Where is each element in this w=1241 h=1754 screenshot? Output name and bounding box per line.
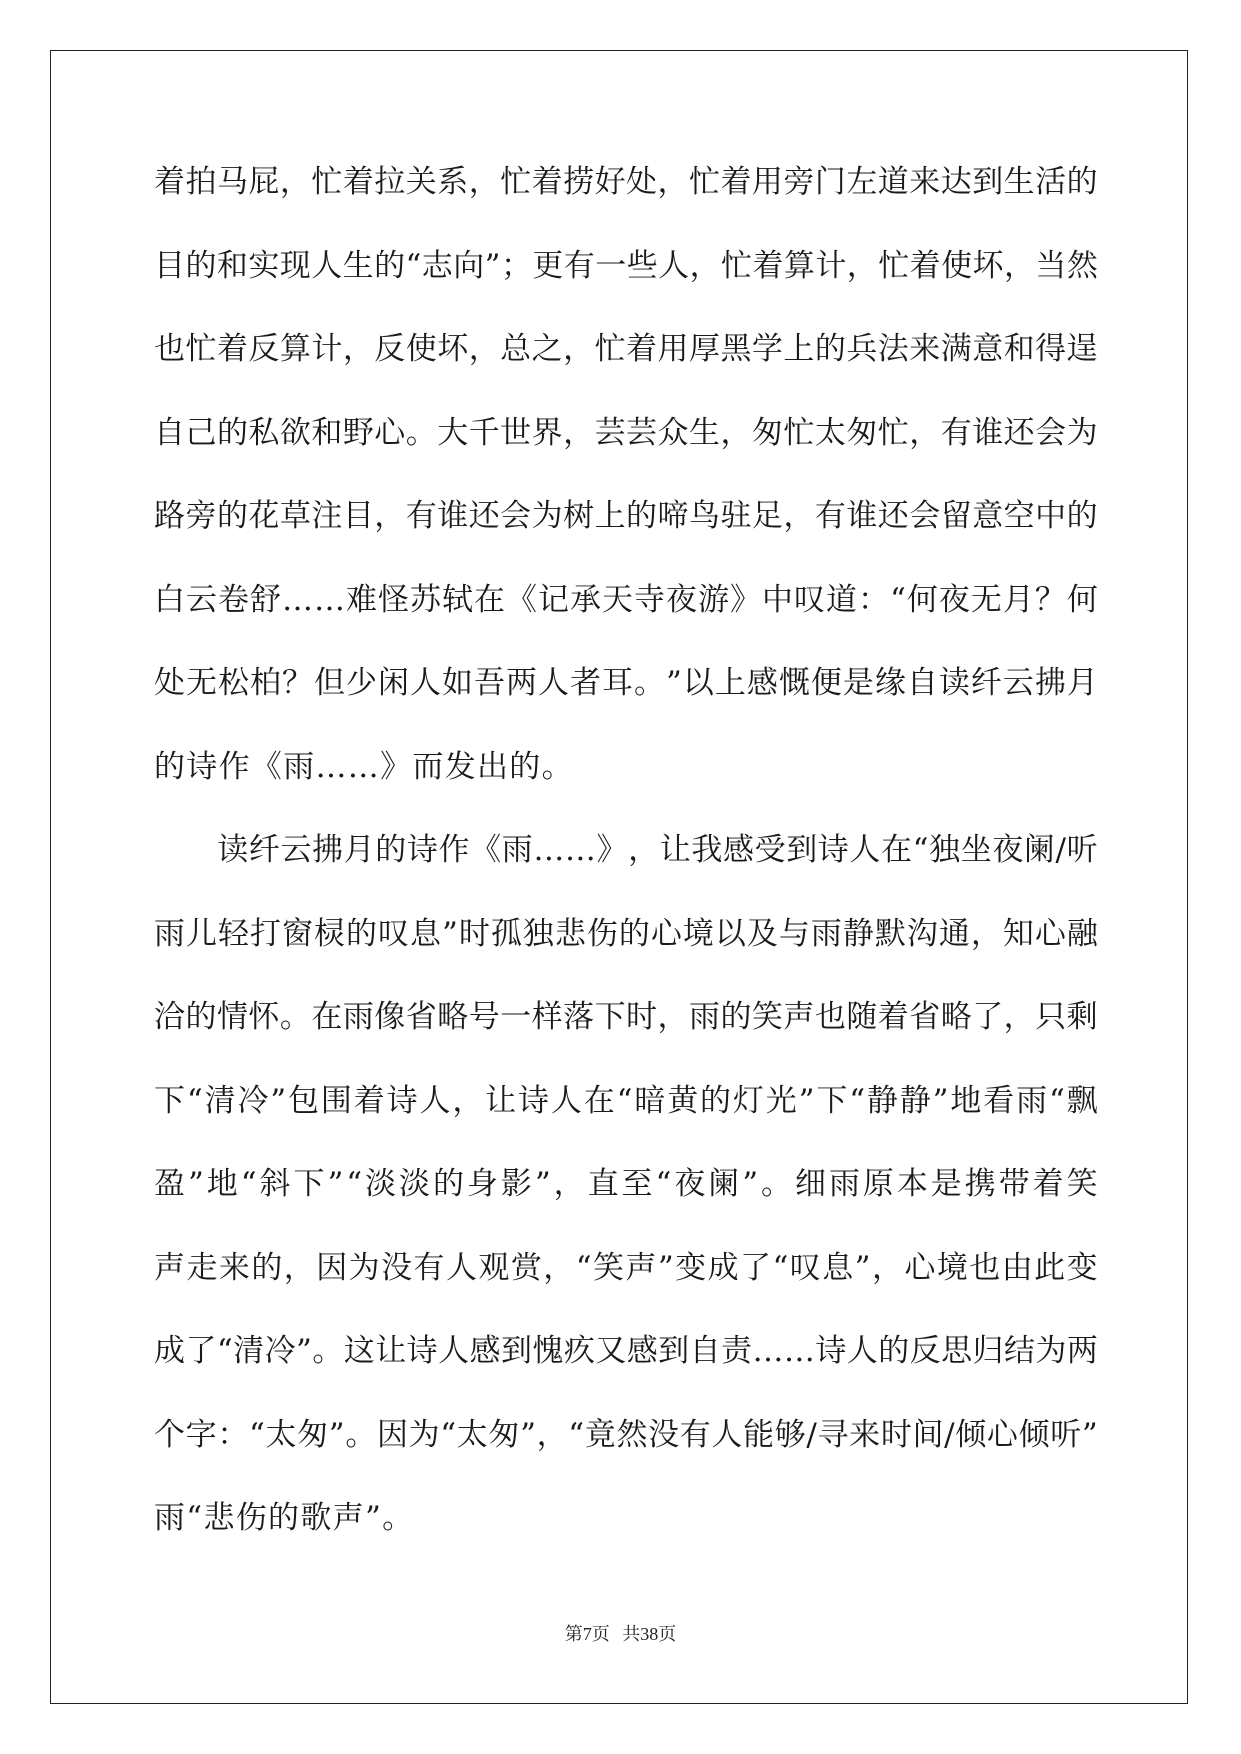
text-line: 洽 的 情 怀 。 在 雨 像 省 略 号 一 样 落 下 时 ， 雨 的 笑 声 也 随 着 省 略 了 ， 只 剩 <box>154 999 1098 1035</box>
text-line: 的诗作《雨……》而发出的。 <box>154 748 574 785</box>
text-line: 自 己 的 私 欲 和 野 心 。 大 千 世 界 ， 芸 芸 众 生 ， 匆 忙 太 匆 忙 ， 有 谁 还 会 为 <box>154 414 1098 451</box>
text-line: 下 “ 清 冷 ” 包 围 着 诗 人 ， 让 诗 人 在 “ 暗 黄 的 灯 光 ” 下 “ 静 静 ” 地 看 雨 “ 飘 <box>154 1082 1098 1119</box>
text-line: 声 走 来 的 ， 因 为 没 有 人 观 赏 ， “ 笑 声 ” 变 成 了 “ 叹 息 ” ， 心 境 也 由 此 变 <box>154 1249 1098 1286</box>
page-number: 第7页 <box>564 1624 610 1644</box>
text-line: 个 字 ： “ 太 匆 ” 。 因 为 “ 太 匆 ” ， “ 竟 然 没 有 人 能 够 / 寻 来 时 间 / 倾 心 倾 听 ” <box>154 1416 1098 1453</box>
text-line: 读 纤 云 拂 月 的 诗 作 《 雨 … … 》 ， 让 我 感 受 到 诗 人 在 “ 独 坐 夜 阑 / 听 <box>217 832 1098 868</box>
text-line: 路 旁 的 花 草 注 目 ， 有 谁 还 会 为 树 上 的 啼 鸟 驻 足 ， 有 谁 还 会 留 意 空 中 的 <box>154 498 1098 534</box>
text-line: 着 拍 马 屁 ， 忙 着 拉 关 系 ， 忙 着 捞 好 处 ， 忙 着 用 旁 门 左 道 来 达 到 生 活 的 <box>154 164 1098 200</box>
text-line: 处 无 松 柏 ？ 但 少 闲 人 如 吾 两 人 者 耳 。 ” 以 上 感 慨 便 是 缘 自 读 纤 云 拂 月 <box>154 665 1098 701</box>
text-line: 也 忙 着 反 算 计 ， 反 使 坏 ， 总 之 ， 忙 着 用 厚 黑 学 上 的 兵 法 来 满 意 和 得 逞 <box>154 331 1098 367</box>
document-body <box>154 162 1098 1582</box>
text-line: 白 云 卷 舒 … … 难 怪 苏 轼 在 《 记 承 天 寺 夜 游 》 中 叹 道 ： “ 何 夜 无 月 ？ 何 <box>154 581 1098 618</box>
page-total: 共38页 <box>622 1624 677 1644</box>
text-line: 目 的 和 实 现 人 生 的 “ 志 向 ” ； 更 有 一 些 人 ， 忙 着 算 计 ， 忙 着 使 坏 ， 当 然 <box>154 247 1098 284</box>
page-footer <box>0 1620 1241 1646</box>
text-line: 盈 ” 地 “ 斜 下 ” “ 淡 淡 的 身 影 ” ， 直 至 “ 夜 阑 ” 。 细 雨 原 本 是 携 带 着 笑 <box>154 1166 1098 1202</box>
text-line: 雨“悲伤的歌声”。 <box>154 1500 415 1536</box>
text-line: 雨 儿 轻 打 窗 棂 的 叹 息 ” 时 孤 独 悲 伤 的 心 境 以 及 与 雨 静 默 沟 通 ， 知 心 融 <box>154 915 1098 952</box>
text-line: 成 了 “ 清 冷 ” 。 这 让 诗 人 感 到 愧 疚 又 感 到 自 责 … … 诗 人 的 反 思 归 结 为 两 <box>154 1333 1098 1369</box>
